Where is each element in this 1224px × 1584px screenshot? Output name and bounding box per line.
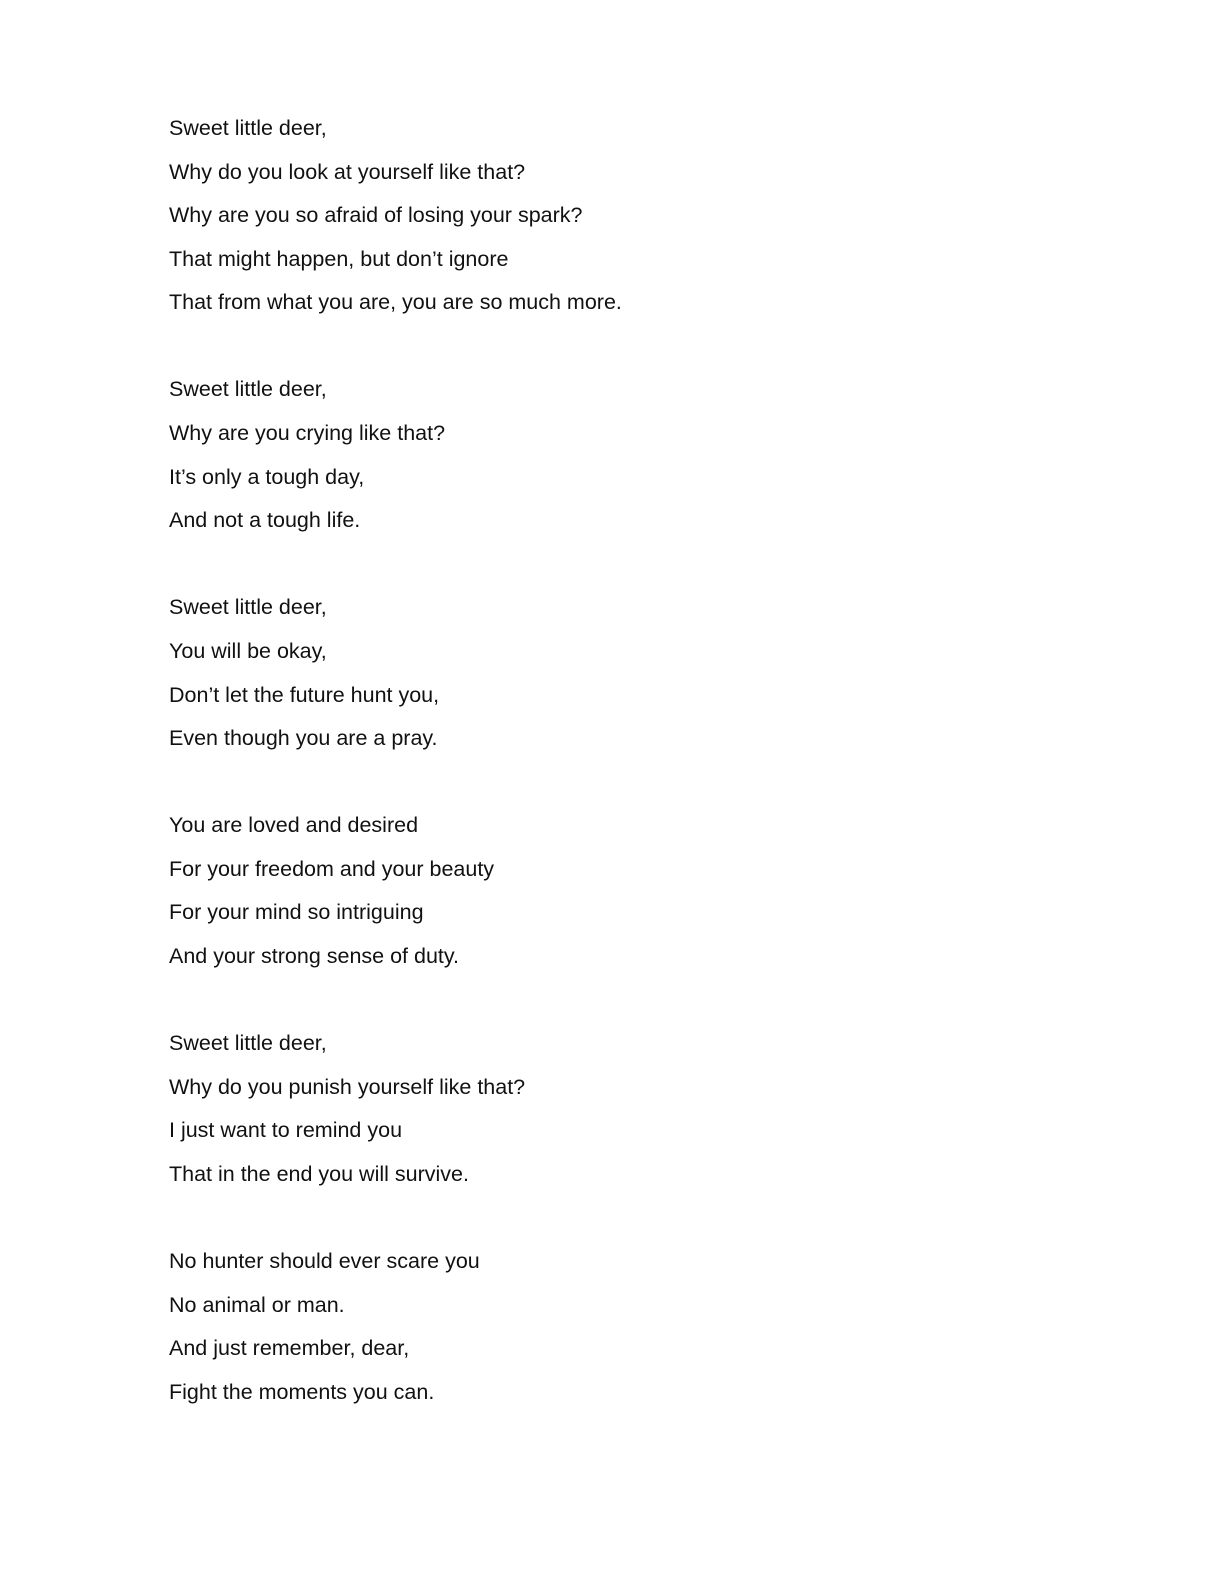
poem-line: Why are you so afraid of losing your spark? xyxy=(169,203,583,228)
poem-line: Sweet little deer, xyxy=(169,116,327,140)
poem-line: Why do you punish yourself like that? xyxy=(169,1074,526,1099)
poem-line: You are loved and desired xyxy=(169,813,419,838)
stanza xyxy=(169,1027,1069,1201)
poem-line: For your mind so intriguing xyxy=(169,900,424,925)
poem-line: That in the end you will survive. xyxy=(169,1161,469,1186)
poem-line: I just want to remind you xyxy=(169,1118,403,1143)
poem-line: It’s only a tough day, xyxy=(169,464,365,489)
poem-line: Why do you look at yourself like that? xyxy=(169,159,526,184)
stanza xyxy=(169,112,1069,330)
poem-line: That from what you are, you are so much more. xyxy=(169,290,622,315)
stanza xyxy=(169,591,1069,765)
poem-line: No hunter should ever scare you xyxy=(169,1248,480,1273)
poem-line: Fight the moments you can. xyxy=(169,1379,435,1404)
poem-line: Sweet little deer, xyxy=(169,595,327,620)
poem-line: No animal or man. xyxy=(169,1292,345,1317)
poem-line: And not a tough life. xyxy=(169,508,361,533)
stanza xyxy=(169,1245,1069,1419)
poem-line: That might happen, but don’t ignore xyxy=(169,246,509,271)
poem-line: Sweet little deer, xyxy=(169,1031,327,1056)
poem-line: Don’t let the future hunt you, xyxy=(169,682,440,707)
stanza xyxy=(169,809,1069,983)
poem-line: And your strong sense of duty. xyxy=(169,944,460,968)
poem-line: Sweet little deer, xyxy=(169,377,327,402)
poem-line: Even though you are a pray. xyxy=(169,726,438,751)
poem xyxy=(169,112,1069,1463)
stanza xyxy=(169,373,1069,547)
poem-line: For your freedom and your beauty xyxy=(169,856,495,881)
poem-line: You will be okay, xyxy=(169,638,327,663)
poem-line: And just remember, dear, xyxy=(169,1336,410,1361)
poem-line: Why are you crying like that? xyxy=(169,421,446,446)
